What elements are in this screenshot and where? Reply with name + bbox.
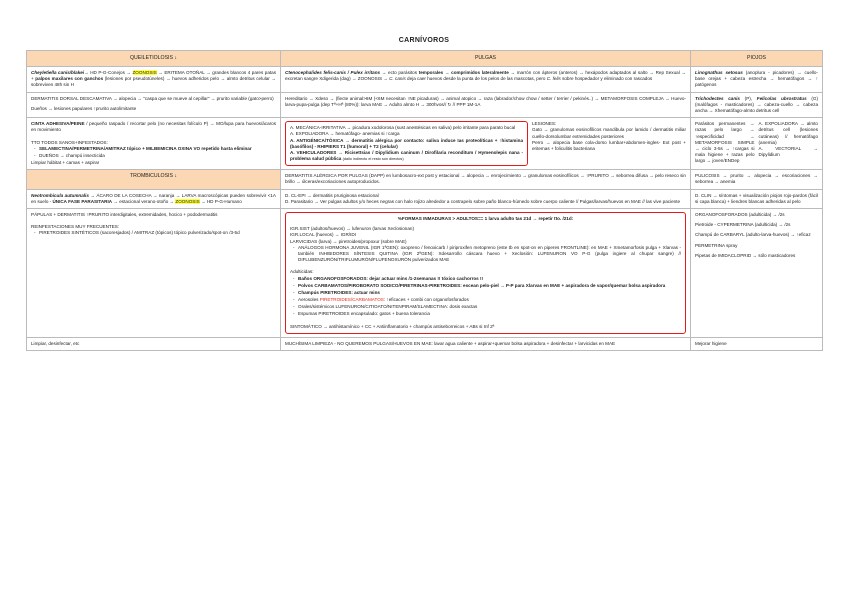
parasites-table (26, 50, 823, 351)
pathogenic-actions-box: A. MECÁNICA-IRRITATIVA → picadura xodolorosa (sust anestésicas en saliva) pelo irritante para parato bucal A. EXPOLIADORA → hematófago- anemias si ↑carga A. ANTIGÉNICA/TÓXICA → dermatitis alérgica por contacto: saliva induce Ias proteolíticas + ↑histamina (basófilos) - RHIPIERS T1 (humoral) + T2 (celular) A. VEHICULADORES → Ricisettsias / Dipylidium caninum / Dirofilaria reconditum / Hymenolepis nana - problema salud pública (dallo indirecto el resto son directos) (285, 121, 528, 166)
treatment-box: %FORMAS INMADURAS > ADULTOS== 1 larva adulto tas 21d → repetir tto. /21d: IGR.SIST (adultos/huevos) → lufenuron (larvas Xeclosionan) IGR.LOCAL (huevos) → IGR/IDI LARVICIDAS (larva) → piretroides/propoxur (sobre MAE) - ANÁLOGOS HORMONA JUVENIL (IGR 1ªGEN): oxopreno / fenoxicarb / piriproxifen metopreno (este tb en spot-on en piperes FRONTLINE): en MAE + Xmetamorfosis pulga + Xlarvas - también INHIBIDORES SÍNTESIS QUITINA (IGR 2ªGEN): Xdesarrollo cáscara huevo + Xeclosión: LUFENURON VO P-G (pulga ingiere al chupar sangre) // DIFLUBENZURÓN/TRIFLUMURÓN/FLUFENOXURÓN pulverizados MAE Adulticidas: - Baños ORGANOFOSFORADOS: dejar actuar mins /1-2semanas !! tóxico cachorros !! - Polvos CARBAMATOS/PIROBORATO SODICO/PIRETRINAS-PIRETROIDES: escean pelo-piel → P-P para Xlarvas en MAE + aspiradora de vapor/quemar bolsa aspiradora - Champús PIRETROIDES: actuar mins - Aerosoles PIRETROIDES/CARBAMATOS: ↑eficaces + combi con organofosforados - Orales/sistémicos LUFENURON/CITIOATO/NITENPIRAM/SLAMECTINA: dosis exactas - Espumas PIRETROIDES encapsulado: gatos + buena tolerancia SINTOMÁTICO → antihistamínico + CC + Antiinflamatorio + champús antiseborreicos + ABs si Inf 2ª (285, 212, 686, 334)
cell-queiletiolosis-diagnosis: CINTA ADHESIVA/PEINE / pequeño raspado / recortar pelo (no necesitas folículo P) → MO/lupa para huevos/ácaros en movimiento TTO TODOS SANOS+INFESTADOS: - SELAMECTINA/PERMETRINA/AMITRAZ tópico + MILBEMICINA OXINA VO repetido hasta eliminar - DUEÑOS → champú insecticida Limpiar hábitat + camas + aspirar (27, 118, 281, 170)
cell-piojos-pulicosis: PULICOSIS → prurito → alopecia → escoriaciones → seborrea → anemia (691, 170, 823, 189)
page-title: CARNÍVOROS (398, 37, 450, 44)
list-item: - SELAMECTINA/PERMETRINA/AMITRAZ tópico + MILBEMICINA OXINA VO repetido hasta eliminar (39, 146, 276, 152)
cell-pulgas-dapp: DERMATITIS ALÉRGICA POR PULGAS (DAPP) en lumbosacro-ext post y estacional → alopecia → enrojecimiento → granulomas eosinofílicos → ↑PRURITO → seborrea difusa → pelo reseco sin brillo → úlceras/excoriaciones autoproducidos. (281, 170, 691, 189)
cell-pulgas-prevention: MUCHÍSIMA LIMPIEZA - NO QUEREMOS PULGAS/HUEVOS EN MAE: lavar agua caliente + aspirar+quemar bolsa aspiradora + desinfectar + larvicidas en MAE (281, 337, 691, 350)
table-row (27, 170, 823, 189)
cell-trombiculosis-prevention: Limpiar, desinfectar, etc (27, 337, 281, 350)
header-pulgas: PULGAS (281, 51, 691, 67)
cell-pulgas-diagnosis: D. CL-EPI → dermatitis pruriginosa estacional D. Parasitario → Ver pulgas adultos y/o heces negras con halo rojizo alrededor a contrapelo sobre paño blanco-húmedo sobre cuerpo caliente // Pulgas/larvas/huevos en MAE // las vive paciente (281, 189, 691, 208)
cell-piojos-prevention: Mejorar higiene (691, 337, 823, 350)
cell-pulgas-actions (281, 118, 691, 170)
list-item: - Orales/sistémicos LUFENURON/CITIOATO/NITENPIRAM/SLAMECTINA: dosis exactas (298, 304, 681, 310)
header-queiletiolosis: QUEILETIOLOSIS ↓ (27, 51, 281, 67)
list-item: - Espumas PIRETROIDES encapsulado: gatos + buena tolerancia (298, 311, 681, 317)
cell-queiletiolosis-signs: DERMATITIS DORSAL DESCAMATIVA → alopecia → "caspa que se mueve al cepillar" → prurito variable (gato>perro) Dueños → lesiones papulares ↑prurito autolimitante (27, 92, 281, 118)
list-item: - PIRETROIDES SINTÉTICOS (sacoresjados) / AMITRAZ (tópicos) tópico pulverizado/spot-on /3-5d (39, 230, 276, 236)
table-row (27, 337, 823, 350)
cell-piojos-diagnosis: D. CLIN → síntomas + visualización piojos rojo-pardos (fácil si capa blanca) + liendres blancas adheridas al pelo (691, 189, 823, 208)
cell-pulgas-treatment (281, 209, 691, 338)
cell-trombiculosis-species: Neotrombicula autumnalis → ÁCARO DE LA COSECHA → naranja → LARVA macroscópicas pueden sobrevivir <1A en suelo - ÚNICA FASE PARASITARIA → estacional verano-otoño → ZOONOSIS → HD P-G-Humano (27, 189, 281, 208)
header-trombiculosis: TROMBICULOSIS ↓ (27, 170, 281, 189)
cell-queiletiolosis-species: Cheyletiella canis/blakei→ HD P-G-Conejos → ZOONOSIS → ERITEMA OTOÑAL → grandes blancos 4 pares patas + palpos maxilares con ganchos (lesiones por pseudotúneles) → huevos adheridos pelo → almto detritus celular → sobreviven 48h sin H (27, 67, 281, 93)
header-row (27, 51, 823, 67)
list-item: - Champús PIRETROIDES: actuar mins (298, 290, 681, 296)
lesions-block: LESIONES: Gato → granulomas eosinofílicos mandibula por lamido / dermatitis miliar cuello-dorsolumbar extremidades posteriores Perro → alopecia base cola-dorso lumbar+abdomen-ingles- Ext post + eritemas + foliculitis bacteriana (532, 121, 686, 151)
table-row (27, 209, 823, 338)
table-row (27, 118, 823, 170)
table-row (27, 92, 823, 118)
table-row (27, 67, 823, 93)
zoonosis-highlight: ZOONOSIS (132, 70, 157, 76)
zoonosis-highlight: ZOONOSIS (175, 198, 200, 204)
cell-piojos-malofagos: Trichodectes canis (P), Felicolas ubrostratus (G) (malófagos - masticadores) → cabeza-cuello → cabeza ancha → Xhematófago-almto detritus cell (691, 92, 823, 118)
cell-piojos-treatment: ORGANOFOSFORADOS (adulticida) → /2s Pietroide - CYPERMETRINA (adulticida) → /2s Champú de CARBARYL (adulto-larva-huevos) → ↑eficaz PERMETRINA spray Pipetas de IMIDACLOPRID → sólo masticadores (691, 209, 823, 338)
list-item: - ANÁLOGOS HORMONA JUVENIL (IGR 1ªGEN): oxopreno / fenoxicarb / piriproxifen metopreno (este tb en spot-on en piperes FRONTLINE): en MAE + Xmetamorfosis pulga + Xlarvas - también INHIBIDORES SÍNTESIS QUITINA (IGR 2ªGEN): Xdesarrollo cáscara huevo + Xeclosión: LUFENURON VO P-G (pulga ingiere al chupar sangre) // DIFLUBENZURÓN/TRIFLUMURÓN/FLUFENOXURÓN pulverizados MAE (298, 245, 681, 264)
cell-trombiculosis-signs: PÁPULAS + DERMATITIS ↑PRURITO interdigitales, extremidades, hocico + pododermatitis REINFESTACIONES MUY FRECUENTES: - PIRETROIDES SINTÉTICOS (sacoresjados) / AMITRAZ (tópicos) tópico pulverizado/spot-on /3-5d (27, 209, 281, 338)
list-item: - Baños ORGANOFOSFORADOS: dejar actuar mins /1-2semanas !! tóxico cachorros !! (298, 276, 681, 282)
table-row (27, 189, 823, 208)
header-piojos: PIOJOS (691, 51, 823, 67)
tto-list (31, 146, 276, 159)
cell-pulgas-cycle: Hereditario → Xdeso → (fiecte animal>6M (<6M necesitan ↑NE picaduras) → animal atopico → raza (labrador/chow chow / setter / terrier / pekinés..) → METAMORFOSIS COMPLEJA → Huevo-larva-pupa-pulga (dep Tª+Hª (80%)): larva MAE → Adulto almto H → 300hvos// ↻ // PPP 1M-1A (281, 92, 691, 118)
cell-pulgas-species: Ctenocephalides felis-canis / Pulex irritans → ecto parásitos temporales → comprimidos lateralmente → marrón con ápteros (anteros) → hexápodos adaptados al salto → Rep Sexual → excretan sangre Xdigerida (dag) → ZOONOSIS → C. canis deja caer huevos desde la punta de los pelos de las mascotas, pero C. felis sobre hospedador y eliminado con rascados (281, 67, 691, 93)
list-item: - DUEÑOS → champú insecticida (39, 153, 276, 159)
list-item: - Polvos CARBAMATOS/PIROBORATO SODICO/PIRETRINAS-PIRETROIDES: escean pelo-piel → P-P para Xlarvas en MAE + aspiradora de vapor/quemar bolsa aspiradora (298, 283, 681, 289)
cell-piojos-species: Linognathus setosus (anoplura - picadores) → cuello-base orejas + cabeza estrecha → hematófagos → ↑ patógenos (691, 67, 823, 93)
adulticidas-list (290, 276, 681, 318)
list-item: - Aerosoles PIRETROIDES/CARBAMATOS: ↑eficaces + combi con organofosforados (298, 297, 681, 303)
cell-piojos-actions: Parásitos permanentes → razas pelo largo → ↑especificidad → METAMORFOSIS SIMPLE → ciclo 3-5s → ↑cargas si mala higiene + razas pelo largo → joven/ENDep A. EXPOLIADORA → almto detritus cell (lesiones cutáneas) // hematófago (anemia) A. VECTORIAL → Dipylidium (691, 118, 823, 170)
